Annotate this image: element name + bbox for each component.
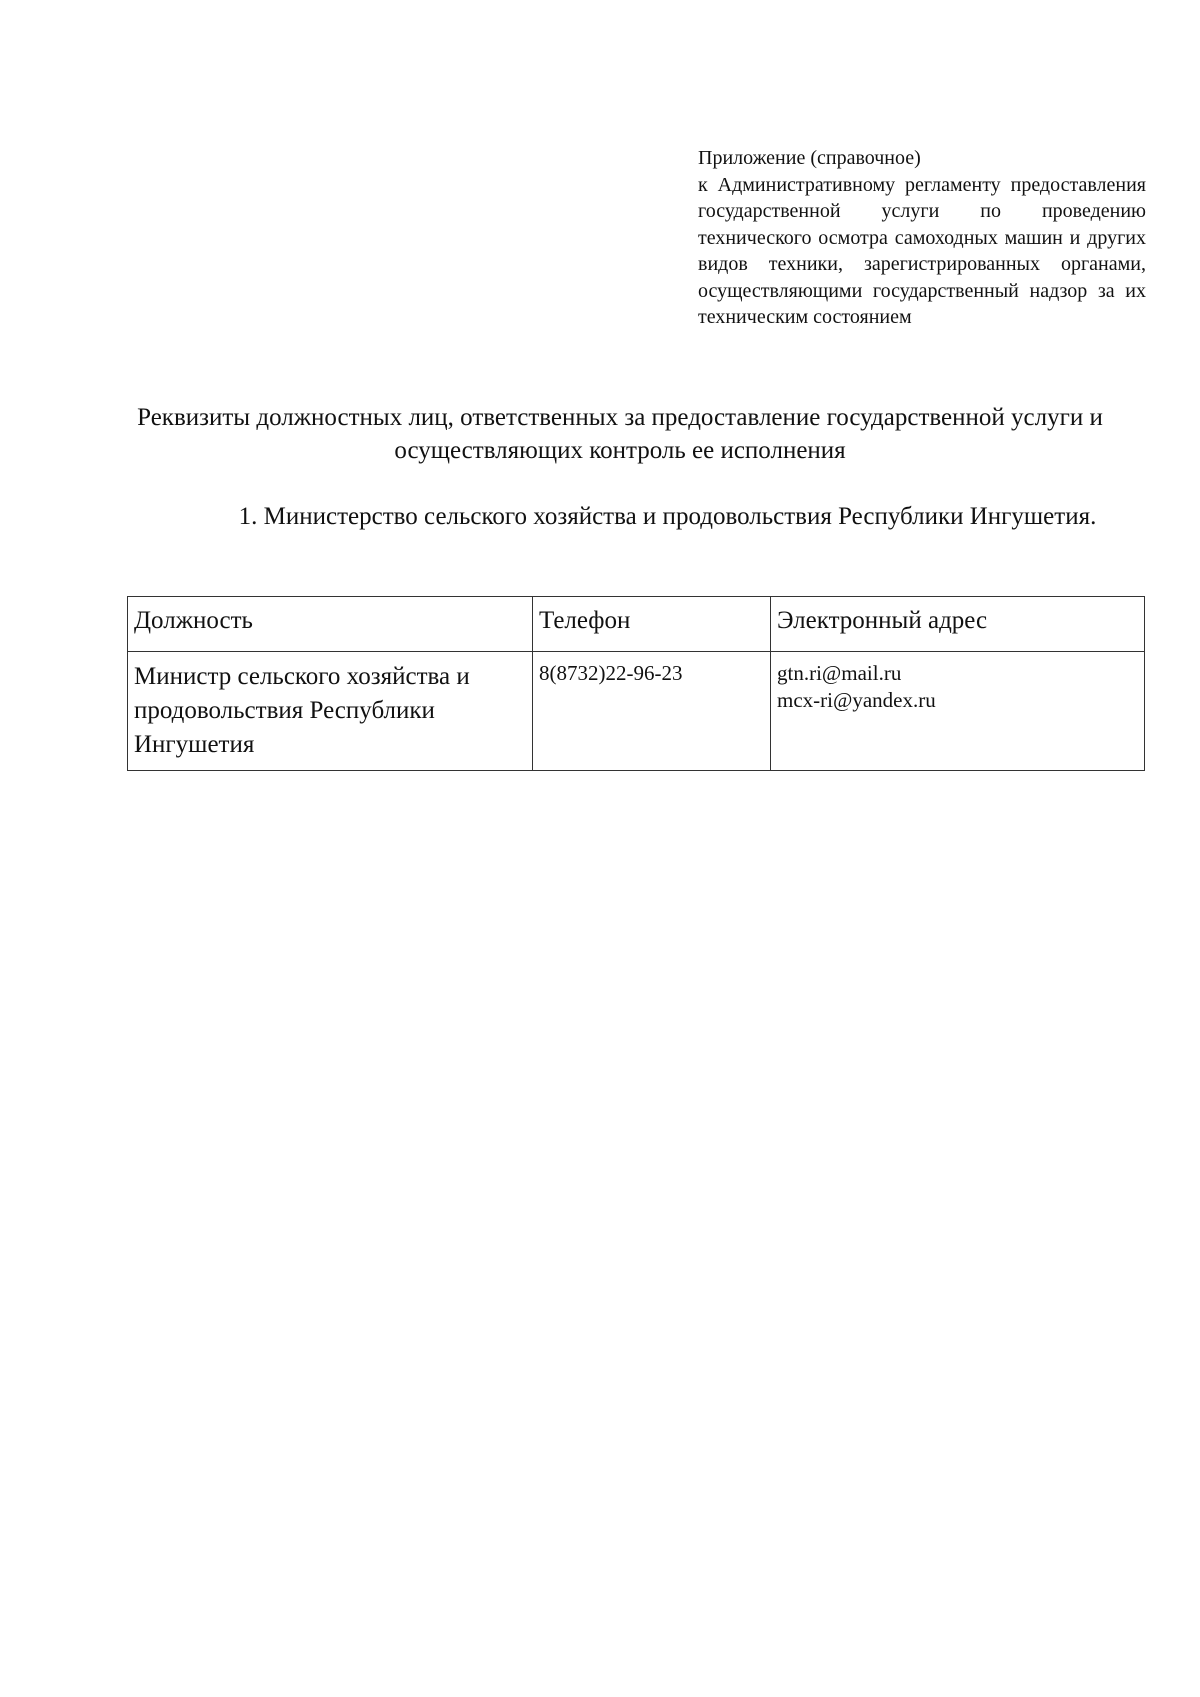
email-address: gtn.ri@mail.ru bbox=[777, 661, 902, 685]
appendix-text: к Административному регламенту предоставления государственной услуги по проведению технического осмотра самоходных машин и других видов техники, зарегистрированных органами, осуществляющими государственный надзор за их техническим состоянием bbox=[698, 173, 1146, 328]
table-header-row bbox=[128, 597, 1145, 652]
phone-cell: 8(8732)22-96-23 bbox=[533, 652, 771, 771]
email-cell bbox=[771, 652, 1145, 771]
header-email: Электронный адрес bbox=[771, 597, 1145, 652]
officials-table bbox=[127, 596, 1145, 771]
email-address: mcx-ri@yandex.ru bbox=[777, 688, 936, 712]
appendix-block bbox=[698, 145, 1146, 331]
position-cell: Министр сельского хозяйства и продовольствия Республики Ингушетия bbox=[128, 652, 533, 771]
header-phone: Телефон bbox=[533, 597, 771, 652]
table-row bbox=[128, 652, 1145, 771]
appendix-label: Приложение (справочное) bbox=[698, 147, 921, 169]
header-position: Должность bbox=[128, 597, 533, 652]
document-title: Реквизиты должностных лиц, ответственных за предоставление государственной услуги и осуществляющих контроль ее исполнения bbox=[137, 404, 1103, 464]
section-heading: 1. Министерство сельского хозяйства и продовольствия Республики Ингушетия. bbox=[238, 503, 1097, 530]
